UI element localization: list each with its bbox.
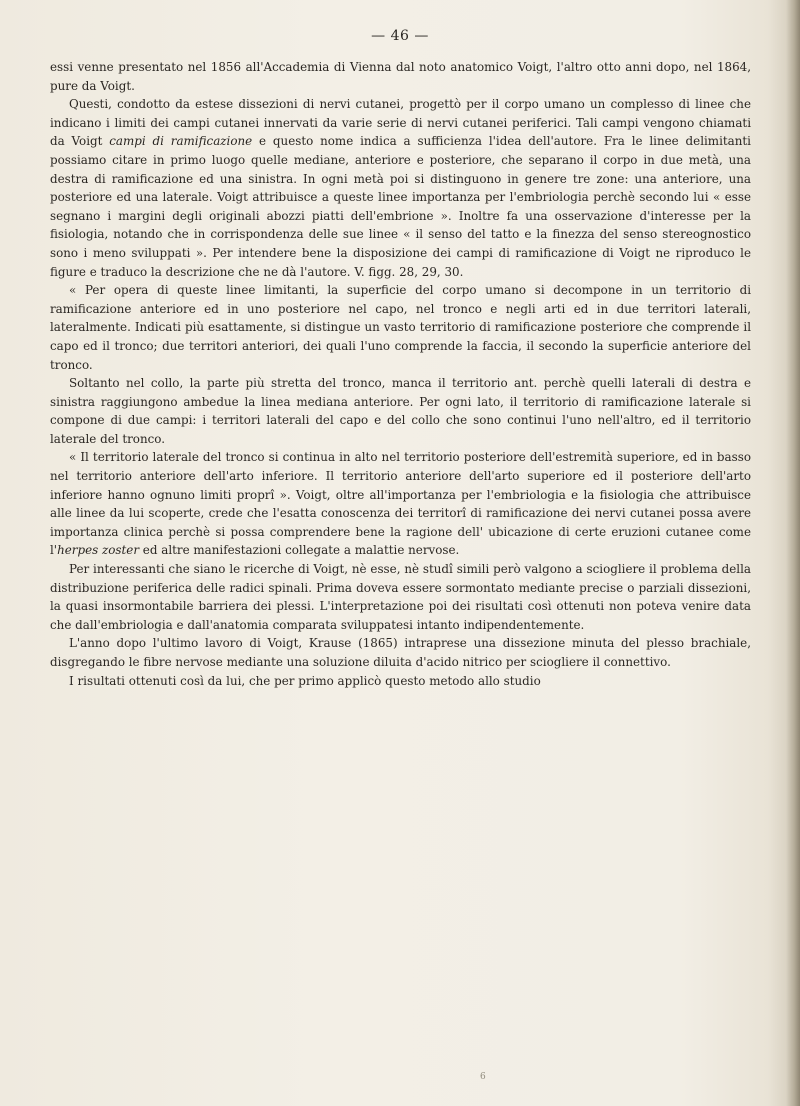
paragraph-4: Soltanto nel collo, la parte più stretta del tronco, manca il territorio ant. perchè quelli laterali di destra e sinistra raggiungono ambedue la linea mediana anteriore. Per ogni lato, il territorio di ramificazione laterale si compone di due campi: i territori laterali del capo e del collo che sono continui l'uno nell'altro, ed il territorio laterale del tronco. — [50, 376, 751, 446]
paragraph-2-text-a: Questi, condotto da estese dissezioni di nervi cutanei, progettò per il corpo umano un complesso di linee che indicano i limiti dei campi cutanei innervati da varie serie di nervi cutanei periferici. Tali campi vengono chiamati da Voigt — [50, 97, 751, 149]
term-herpes-zoster: herpes zoster — [57, 543, 140, 558]
paragraph-2 — [50, 95, 751, 281]
page-number: — 46 — — [371, 28, 429, 44]
body-text — [50, 58, 751, 690]
page-edge-shadow — [786, 0, 800, 1106]
paragraph-7: L'anno dopo l'ultimo lavoro di Voigt, Krause (1865) intraprese una dissezione minuta del plesso brachiale, disgregando le fibre nervose mediante una soluzione diluita d'acido nitrico per sciogliere il connettivo. — [50, 636, 751, 669]
paragraph-5-text-b: ed altre manifestazioni collegate a malattie nervose. — [139, 543, 460, 558]
paragraph-8: I risultati ottenuti così da lui, che per primo applicò questo metodo allo studio — [69, 673, 541, 688]
paragraph-5 — [50, 448, 751, 560]
paragraph-6: Per interessanti che siano le ricerche di Voigt, nè esse, nè studî simili però valgono a sciogliere il problema della distribuzione periferica delle radici spinali. Prima doveva essere sormontato mediante precise o parziali dissezioni, la quasi insormontabile barriera dei plessi. L'interpretazione poi dei risultati così ottenuti non poteva venire data che dall'embriologia e dall'anatomia comparata sviluppatesi intanto indipendentemente. — [50, 562, 751, 632]
paragraph-5-text-a: « Il territorio laterale del tronco si continua in alto nel territorio posteriore dell'estremità superiore, ed in basso nel territorio anteriore dell'arto inferiore. Il territorio anteriore dell'arto superiore ed il posteriore dell'arto inferiore hanno ognuno limiti proprî ». Voigt, oltre all'importanza per l'embriologia e la fisiologia che attribuisce alle linee da lui scoperte, crede che l'esatta conoscenza dei territorî di ramificazione dei nervi cutanei possa avere importanza clinica perchè si possa comprendere bene la ragione dell' ubicazione di certe eruzioni cutanee come l' — [50, 450, 751, 558]
paragraph-2-text-b: e questo nome indica a sufficienza l'idea dell'autore. Fra le linee delimitanti possiamo citare in primo luogo quelle mediane, anteriore e posteriore, che separano il corpo in due metà, una destra di ramificazione ed una sinistra. In ogni metà poi si distinguono in genere tre zone: una anteriore, una posteriore ed una laterale. Voigt attribuisce a queste linee importanza per l'embriologia perchè secondo lui « esse segnano i margini degli originali abozzi piatti dell'embrione ». Inoltre fa una osservazione d'interesse per la fisiologia, notando che in corrispondenza delle sue linee « il senso del tatto e la finezza del senso stereognostico sono i meno sviluppati ». Per intendere bene la disposizione dei campi di ramificazione di Voigt ne riproduco le figure e traduco la descrizione che ne dà l'autore. V. figg. 28, 29, 30. — [50, 134, 751, 279]
paragraph-1: essi venne presentato nel 1856 all'Accademia di Vienna dal noto anatomico Voigt, l'altro otto anni dopo, nel 1864, pure da Voigt. — [50, 60, 751, 93]
footer-mark: 6 — [480, 1072, 486, 1082]
term-campi-di-ramificazione: campi di ramificazione — [109, 134, 253, 149]
paragraph-3: « Per opera di queste linee limitanti, la superficie del corpo umano si decompone in un territorio di ramificazione anteriore ed in uno posteriore nel capo, nel tronco e negli arti ed in due territori laterali, lateralmente. Indicati più esattamente, si distingue un vasto territorio di ramificazione posteriore che comprende il capo ed il tronco; due territori anteriori, dei quali l'uno comprende la faccia, il secondo la superficie anteriore del tronco. — [50, 283, 751, 372]
